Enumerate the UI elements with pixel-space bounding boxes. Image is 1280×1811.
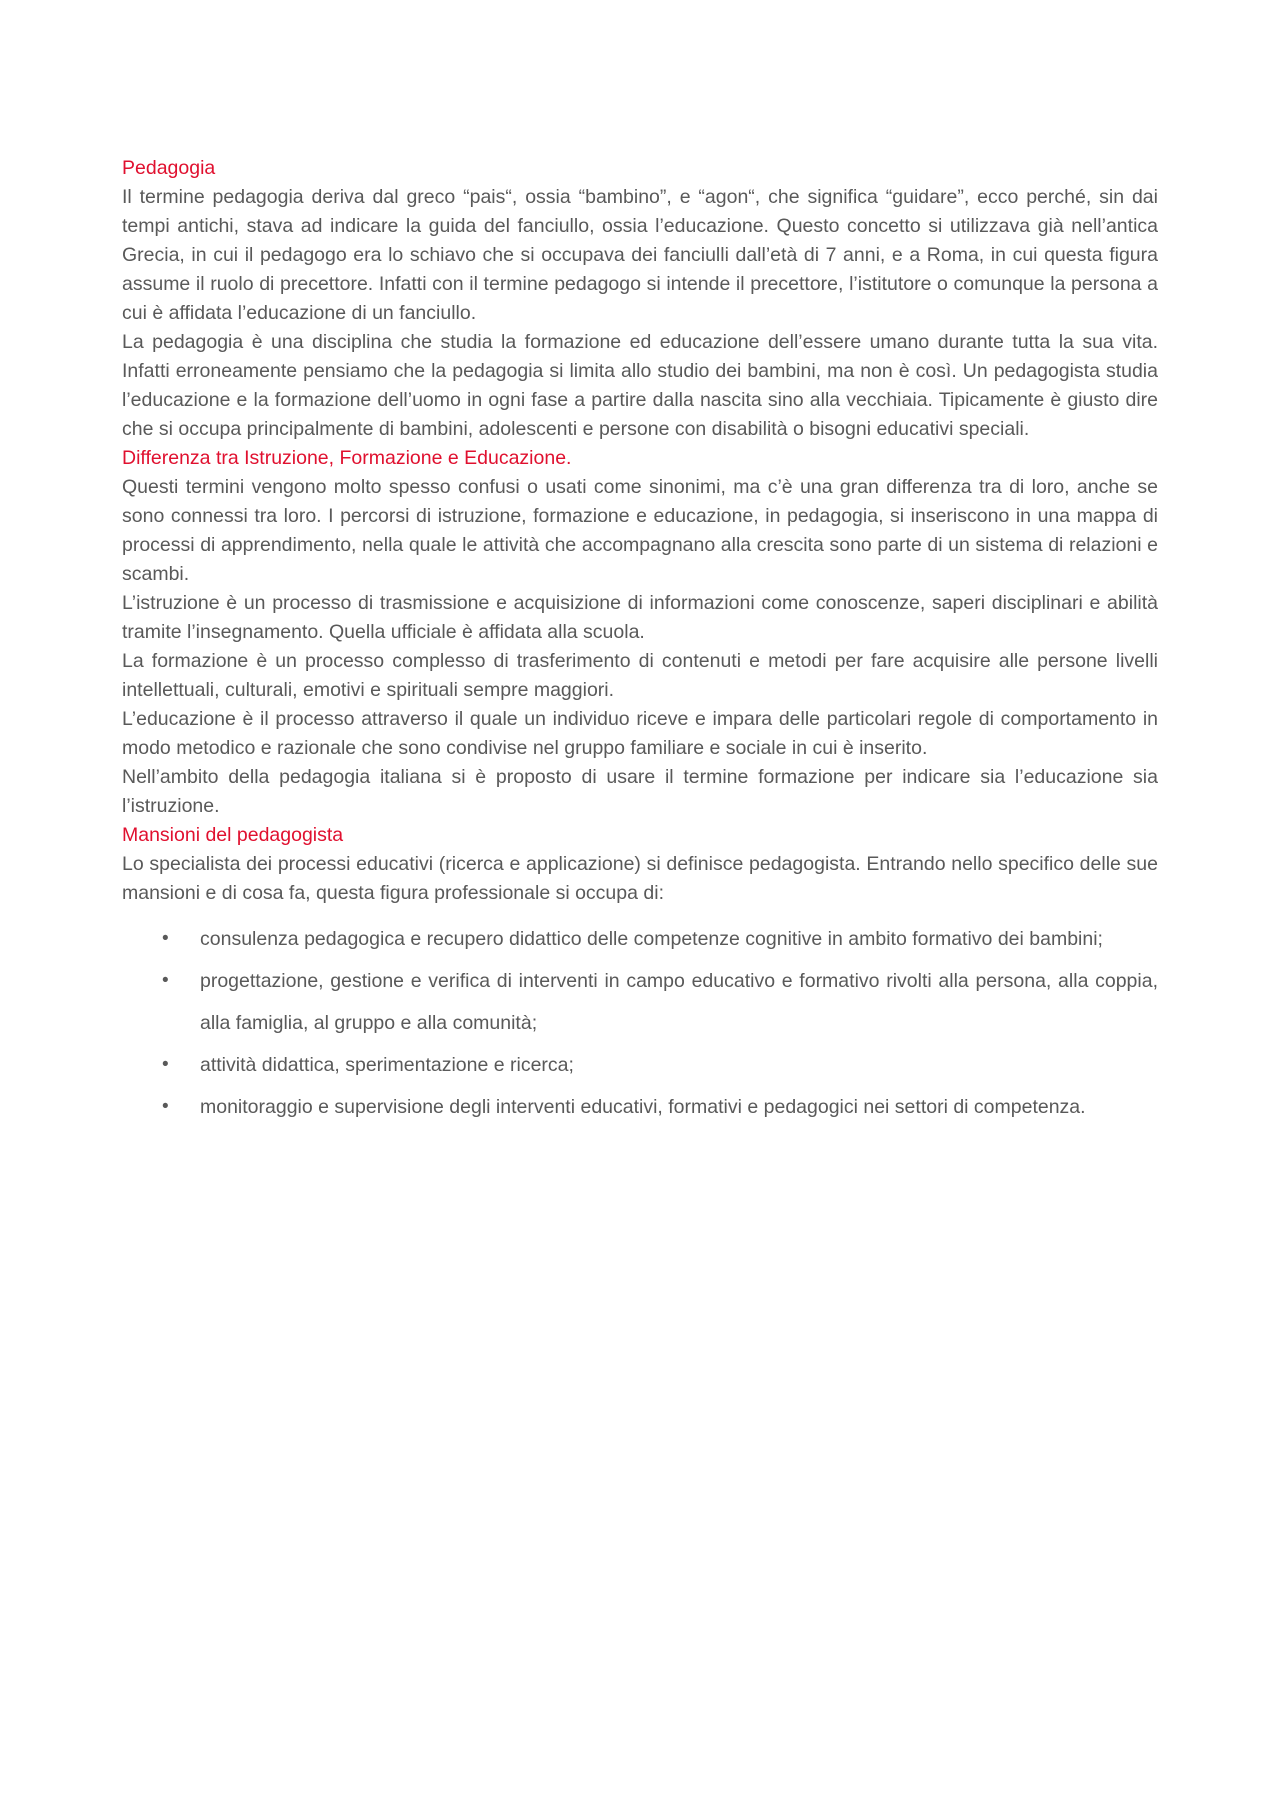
list-item: [122, 1044, 1158, 1086]
paragraph-pedagogia-2: La pedagogia è una disciplina che studia la formazione ed educazione dell’essere umano durante tutta la sua vita. Infatti erroneamente pensiamo che la pedagogia si limita allo studio dei bambini, ma non è così. Un pedagogista studia l’educazione e la formazione dell’uomo in ogni fase a partire dalla nascita sino alla vecchiaia. Tipicamente è giusto dire che si occupa principalmente di bambini, adolescenti e persone con disabilità o bisogni educativi speciali.: [122, 331, 1158, 440]
paragraph-ambito: Nell’ambito della pedagogia italiana si è proposto di usare il termine formazione per indicare sia l’educazione sia l’istruzione.: [122, 766, 1158, 817]
paragraph-istruzione: L’istruzione è un processo di trasmissione e acquisizione di informazioni come conoscenze, saperi disciplinari e abilità tramite l’insegnamento. Quella ufficiale è affidata alla scuola.: [122, 592, 1158, 643]
list-item-text: monitoraggio e supervisione degli interventi educativi, formativi e pedagogici nei settori di competenza.: [200, 1096, 1086, 1118]
paragraph-educazione: L’educazione è il processo attraverso il quale un individuo riceve e impara delle particolari regole di comportamento in modo metodico e razionale che sono condivise nel gruppo familiare e sociale in cui è inserito.: [122, 708, 1158, 759]
list-item: [122, 1086, 1158, 1128]
mansioni-list: [122, 918, 1158, 1128]
bullet-icon: •: [162, 1096, 169, 1117]
list-item-text: attività didattica, sperimentazione e ricerca;: [200, 1054, 574, 1076]
heading-mansioni: Mansioni del pedagogista: [122, 824, 344, 846]
document-page: [122, 154, 1158, 1128]
heading-differenza: Differenza tra Istruzione, Formazione e Educazione.: [122, 447, 572, 469]
paragraph-mansioni-intro: Lo specialista dei processi educativi (ricerca e applicazione) si definisce pedagogista. Entrando nello specifico delle sue mansioni e di cosa fa, questa figura professionale si occupa di:: [122, 853, 1158, 904]
paragraph-differenza-1: Questi termini vengono molto spesso confusi o usati come sinonimi, ma c’è una gran differenza tra di loro, anche se sono connessi tra loro. I percorsi di istruzione, formazione e educazione, in pedagogia, si inseriscono in una mappa di processi di apprendimento, nella quale le attività che accompagnano alla crescita sono parte di un sistema di relazioni e scambi.: [122, 476, 1158, 585]
bullet-icon: •: [162, 928, 169, 949]
paragraph-formazione: La formazione è un processo complesso di trasferimento di contenuti e metodi per fare acquisire alle persone livelli intellettuali, culturali, emotivi e spirituali sempre maggiori.: [122, 650, 1158, 701]
bullet-icon: •: [162, 1054, 169, 1075]
heading-pedagogia: Pedagogia: [122, 157, 216, 179]
list-item: [122, 918, 1158, 960]
paragraph-pedagogia-1: Il termine pedagogia deriva dal greco “pais“, ossia “bambino”, e “agon“, che significa “guidare”, ecco perché, sin dai tempi antichi, stava ad indicare la guida del fanciullo, ossia l’educazione. Questo concetto si utilizzava già nell’antica Grecia, in cui il pedagogo era lo schiavo che si occupava dei fanciulli dall’età di 7 anni, e a Roma, in cui questa figura assume il ruolo di precettore. Infatti con il termine pedagogo si intende il precettore, l’istitutore o comunque la persona a cui è affidata l’educazione di un fanciullo.: [122, 186, 1158, 324]
bullet-icon: •: [162, 970, 169, 991]
list-item-text: progettazione, gestione e verifica di interventi in campo educativo e formativo rivolti alla persona, alla coppia, alla famiglia, al gruppo e alla comunità;: [200, 970, 1158, 1034]
list-item-text: consulenza pedagogica e recupero didattico delle competenze cognitive in ambito formativo dei bambini;: [200, 928, 1103, 950]
list-item: [122, 960, 1158, 1044]
